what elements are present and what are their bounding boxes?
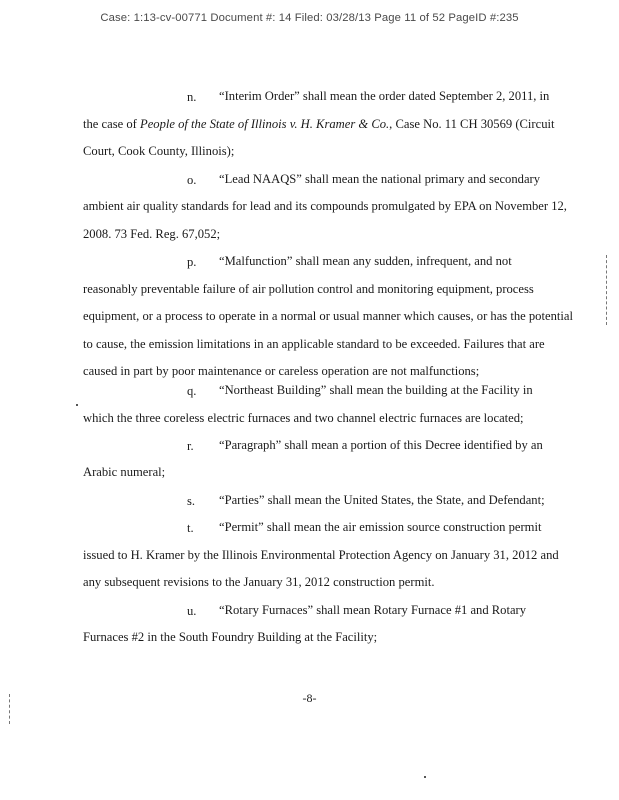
item-marker: s. [187,494,196,508]
body-line: to cause, the emission limitations in an applicable standard to be exceeded. Failures that are [83,337,545,351]
body-line: “Lead NAAQS” shall mean the national primary and secondary [219,172,541,186]
body-line: issued to H. Kramer by the Illinois Environmental Protection Agency on January 31, 2012 and [83,548,559,562]
scan-speck [76,404,78,406]
scan-speck [424,776,426,778]
body-line: any subsequent revisions to the January 31, 2012 construction permit. [83,575,435,589]
body-line: the case of People of the State of Illinois v. H. Kramer & Co., Case No. 11 CH 30569 (Circuit [83,117,555,131]
item-marker: t. [187,521,194,535]
item-marker: p. [187,255,197,269]
item-marker: n. [187,90,197,104]
body-line: ambient air quality standards for lead and its compounds promulgated by EPA on November 12, [83,199,567,213]
body-line: “Rotary Furnaces” shall mean Rotary Furnace #1 and Rotary [219,603,527,617]
item-marker: q. [187,384,197,398]
body-line: “Northeast Building” shall mean the building at the Facility in [219,383,533,397]
body-line: caused in part by poor maintenance or careless operation are not malfunctions; [83,364,480,378]
page-number: -8- [302,691,317,705]
body-line: Court, Cook County, Illinois); [83,144,235,158]
case-header: Case: 1:13-cv-00771 Document #: 14 Filed: 03/28/13 Page 11 of 52 PageID #:235 [100,12,519,24]
body-line: Arabic numeral; [83,465,166,479]
scan-artifact-line [9,694,10,724]
body-line: 2008. 73 Fed. Reg. 67,052; [83,227,221,241]
body-line: “Malfunction” shall mean any sudden, infrequent, and not [219,254,512,268]
item-marker: o. [187,173,197,187]
item-marker: r. [187,439,194,453]
item-marker: u. [187,604,197,618]
body-line: which the three coreless electric furnaces and two channel electric furnaces are located; [83,411,524,425]
body-line: “Permit” shall mean the air emission source construction permit [219,520,542,534]
scan-artifact-line [606,255,607,325]
body-line: reasonably preventable failure of air pollution control and monitoring equipment, process [83,282,534,296]
body-line: “Interim Order” shall mean the order dated September 2, 2011, in [219,89,550,103]
case-citation: People of the State of Illinois v. H. Kramer & Co. [140,117,390,131]
body-line: “Paragraph” shall mean a portion of this Decree identified by an [219,438,543,452]
body-line: equipment, or a process to operate in a normal or usual manner which causes, or has the potential [83,309,573,323]
body-line: “Parties” shall mean the United States, the State, and Defendant; [219,493,545,507]
body-line: Furnaces #2 in the South Foundry Building at the Facility; [83,630,378,644]
